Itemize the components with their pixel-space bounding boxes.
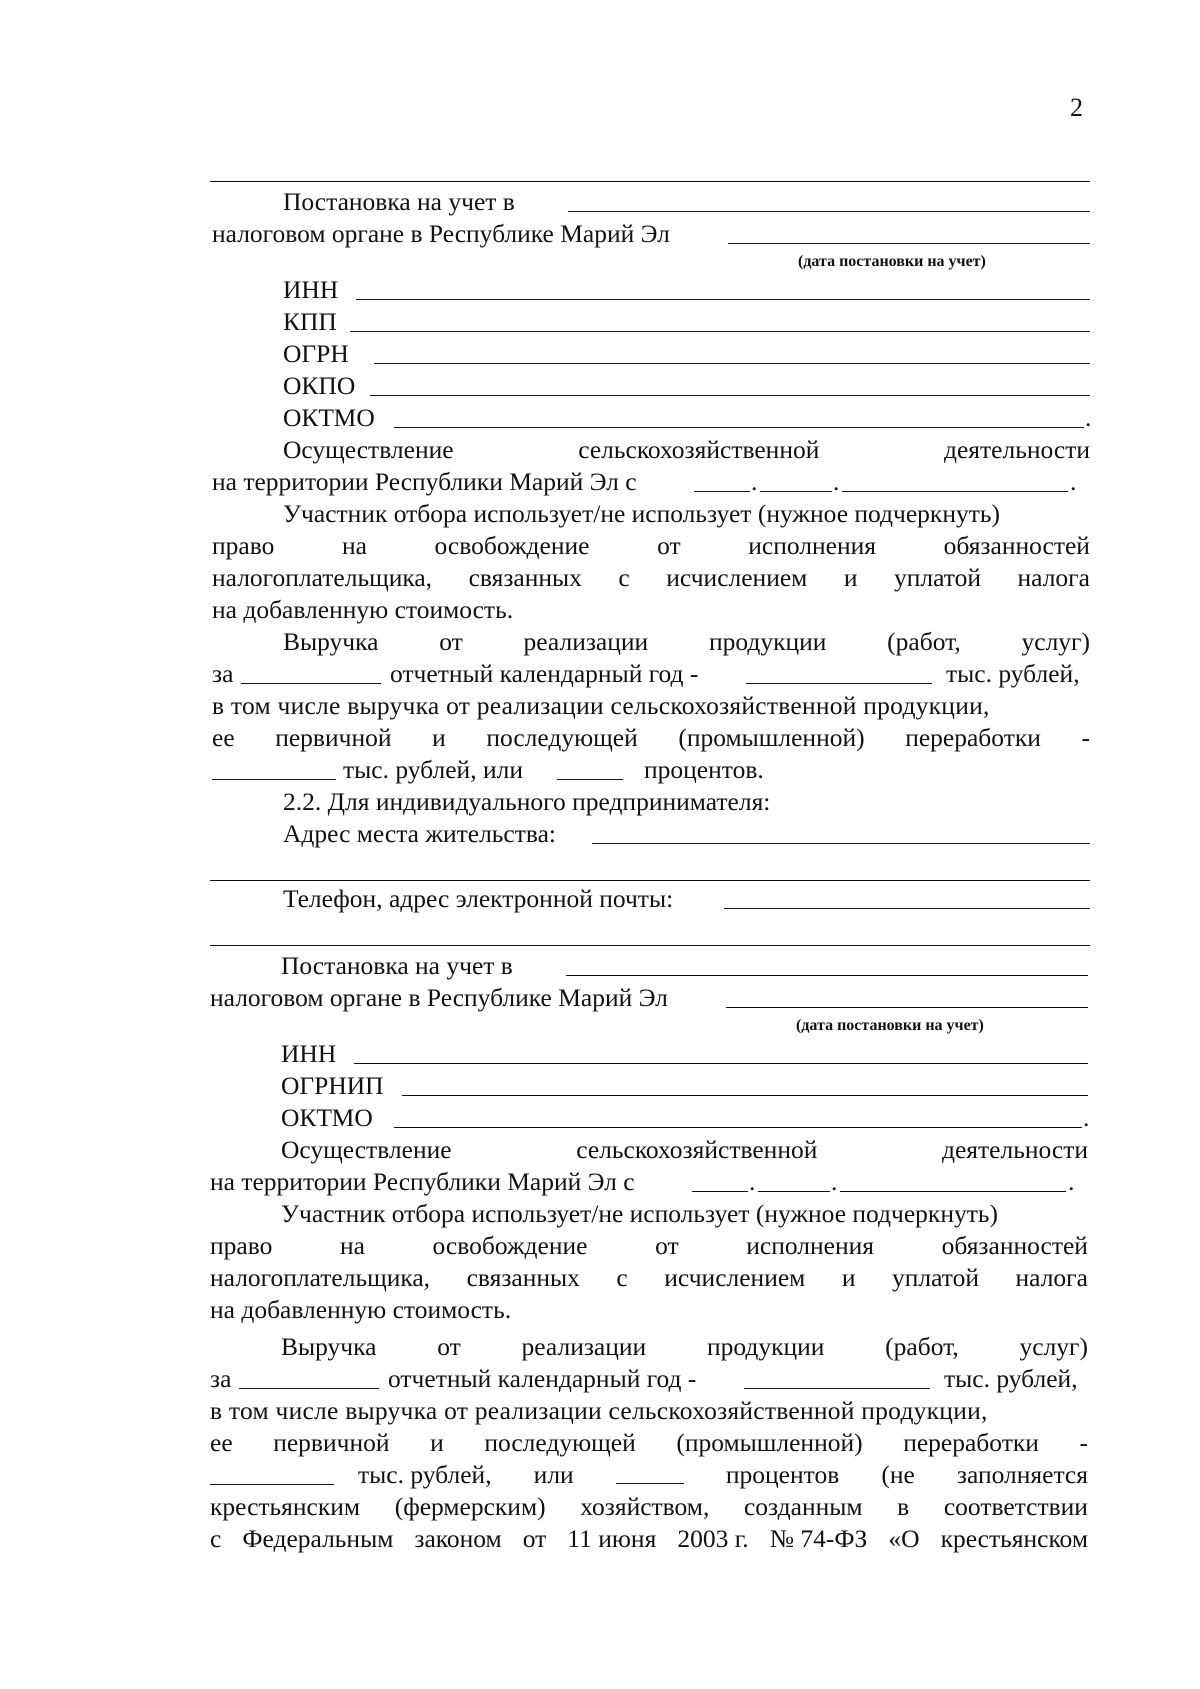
word: Выручка (283, 627, 379, 656)
revenue-line-4 (210, 1427, 1088, 1459)
revenue-line-5-percent: процентов. (644, 755, 764, 784)
period: . (1083, 1103, 1090, 1132)
inn-label: ИНН (283, 275, 339, 304)
word: налогоплательщика, (212, 563, 433, 592)
kpp-field[interactable] (350, 331, 1090, 332)
word: обязанностей (943, 531, 1090, 560)
ogrnip-label: ОГРНИП (281, 1071, 384, 1100)
revenue-line-6 (210, 1491, 1088, 1523)
revenue-amount-field[interactable] (746, 683, 932, 684)
word: (работ, (887, 627, 961, 656)
word: освобождение (434, 531, 590, 560)
word: и (430, 1428, 444, 1457)
okpo-label: ОКПО (283, 371, 356, 400)
oktmo-field[interactable] (394, 1127, 1082, 1128)
word: в (897, 1492, 910, 1521)
vat-line-3 (210, 1262, 1088, 1294)
activity-month-field[interactable] (760, 491, 832, 492)
word: крестьянском (940, 1524, 1088, 1553)
word: исполнения (746, 1231, 874, 1260)
activity-day-field[interactable] (692, 1191, 748, 1192)
ogrnip-field[interactable] (402, 1095, 1088, 1096)
word: услуг) (1021, 627, 1090, 656)
word: от (522, 1524, 547, 1553)
revenue-za: за (210, 1364, 232, 1393)
registration-date-field[interactable] (726, 1007, 1088, 1008)
word: первичной (275, 723, 392, 752)
word: освобождение (432, 1231, 588, 1260)
word: «О (888, 1524, 920, 1553)
registration-label-2: налоговом органе в Республике Марий Эл (210, 983, 668, 1012)
period: . (1070, 467, 1077, 496)
registration-date-caption: (дата постановки на учет) (798, 253, 986, 270)
revenue-line-3: в том числе выручка от реализации сельскохозяйственной продукции, (210, 1396, 988, 1425)
vat-line-1: Участник отбора использует/не использует (нужное подчеркнуть) (281, 1199, 998, 1228)
word: от (655, 1231, 679, 1260)
registration-label: Постановка на учет в (281, 951, 513, 980)
word: реализации (521, 1332, 647, 1361)
word: первичной (273, 1428, 390, 1457)
word: ее (212, 723, 235, 752)
word: исполнения (748, 531, 876, 560)
word: (промышленной) (676, 1428, 863, 1457)
vat-line-2 (212, 530, 1090, 562)
revenue-year-field[interactable] (241, 683, 381, 684)
inn-field[interactable] (356, 299, 1090, 300)
section-heading: 2.2. Для индивидуального предпринимателя: (283, 787, 771, 816)
vat-line-3 (212, 562, 1090, 594)
word: процентов (725, 1460, 840, 1489)
word: от (439, 627, 463, 656)
activity-year-field[interactable] (840, 1191, 1066, 1192)
revenue-year-text: отчетный календарный год - (390, 659, 699, 688)
address-field[interactable] (592, 843, 1090, 844)
dot: . (831, 1167, 838, 1196)
word: деятельности (942, 1135, 1088, 1164)
agri-revenue-percent-field[interactable] (557, 779, 623, 780)
word: от (657, 531, 681, 560)
activity-day-field[interactable] (694, 491, 750, 492)
activity-line-2: на территории Республики Марий Эл с (210, 1167, 635, 1196)
period: . (1085, 403, 1092, 432)
word: исчислением (666, 563, 808, 592)
word: и (432, 723, 446, 752)
word: продукции (706, 1332, 825, 1361)
word: - (1081, 723, 1090, 752)
word: деятельности (944, 435, 1090, 464)
revenue-za: за (212, 659, 234, 688)
registration-authority-field[interactable] (568, 211, 1090, 212)
dot: . (749, 1167, 756, 1196)
dot: . (751, 467, 758, 496)
vat-line-2 (210, 1230, 1088, 1262)
oktmo-label: ОКТМО (283, 403, 375, 432)
page-number: 2 (1070, 93, 1083, 122)
word: соответствии (943, 1492, 1088, 1521)
revenue-unit: тыс. рублей, (944, 1364, 1078, 1393)
oktmo-label: ОКТМО (281, 1103, 373, 1132)
activity-month-field[interactable] (758, 1191, 830, 1192)
word: услуг) (1019, 1332, 1088, 1361)
word: (фермерским) (394, 1492, 546, 1521)
blank-line[interactable] (210, 181, 1090, 182)
inn-field[interactable] (354, 1063, 1088, 1064)
activity-line-1 (281, 1134, 1088, 1166)
word: продукции (708, 627, 827, 656)
address-field-continued[interactable] (210, 880, 1090, 881)
revenue-line-5 (358, 1459, 1088, 1491)
okpo-field[interactable] (370, 395, 1090, 396)
vat-line-1: Участник отбора использует/не использует (нужное подчеркнуть) (283, 499, 1000, 528)
ogrn-field[interactable] (374, 363, 1090, 364)
word: (не (881, 1460, 915, 1489)
activity-line-2: на территории Республики Марий Эл с (212, 467, 637, 496)
revenue-line-7 (210, 1523, 1088, 1555)
word: и (841, 1263, 856, 1292)
agri-revenue-amount-field[interactable] (212, 779, 336, 780)
revenue-line-3: в том числе выручка от реализации сельскохозяйственной продукции, (212, 691, 990, 720)
word: последующей (486, 723, 638, 752)
contacts-label: Телефон, адрес электронной почты: (283, 884, 674, 913)
kpp-label: КПП (283, 307, 337, 336)
word: переработки (903, 1428, 1039, 1457)
oktmo-field[interactable] (394, 427, 1084, 428)
agri-revenue-percent-field[interactable] (616, 1459, 684, 1484)
registration-date-field[interactable] (728, 243, 1090, 244)
registration-label-2: налоговом органе в Республике Марий Эл (212, 219, 670, 248)
word: переработки (905, 723, 1041, 752)
word: Федеральным (242, 1524, 394, 1553)
word: и (843, 563, 858, 592)
word: уплатой (894, 563, 981, 592)
period: . (1068, 1167, 1075, 1196)
word: с (616, 1263, 628, 1292)
word: - (1079, 1428, 1088, 1457)
word: налога (1015, 1263, 1088, 1292)
word: Осуществление (281, 1135, 452, 1164)
word: Выручка (281, 1332, 377, 1361)
vat-line-4: на добавленную стоимость. (212, 595, 514, 624)
word: право (212, 531, 275, 560)
word: хозяйством, (580, 1492, 710, 1521)
word: исчислением (664, 1263, 806, 1292)
word: 2003 г. (677, 1524, 749, 1553)
registration-date-caption: (дата постановки на учет) (796, 1017, 984, 1034)
revenue-line-1 (281, 1331, 1088, 1363)
dot: . (833, 467, 840, 496)
revenue-year-field[interactable] (239, 1388, 379, 1389)
word: сельскохозяйственной (578, 435, 820, 464)
word: сельскохозяйственной (576, 1135, 818, 1164)
word: связанных (466, 1263, 580, 1292)
agri-revenue-amount-field[interactable] (210, 1484, 334, 1485)
word: или (533, 1460, 574, 1489)
ogrn-label: ОГРН (283, 339, 349, 368)
revenue-year-text: отчетный календарный год - (388, 1364, 697, 1393)
word: № 74-ФЗ (769, 1524, 868, 1553)
activity-year-field[interactable] (842, 491, 1068, 492)
word: законом (414, 1524, 502, 1553)
word: налога (1017, 563, 1090, 592)
vat-line-4: на добавленную стоимость. (210, 1295, 512, 1324)
revenue-line-1 (283, 626, 1090, 658)
activity-line-1 (283, 434, 1090, 466)
word: последующей (484, 1428, 636, 1457)
address-label: Адрес места жительства: (283, 819, 556, 848)
contacts-field-continued[interactable] (210, 945, 1090, 946)
word: реализации (523, 627, 649, 656)
word: связанных (468, 563, 582, 592)
word: (промышленной) (678, 723, 865, 752)
word: право (210, 1231, 273, 1260)
word: тыс. рублей, (358, 1460, 492, 1489)
revenue-line-4 (212, 722, 1090, 754)
word: с (618, 563, 630, 592)
word: ее (210, 1428, 233, 1457)
word: заполняется (956, 1460, 1088, 1489)
word: (работ, (885, 1332, 959, 1361)
inn-label: ИНН (281, 1039, 337, 1068)
word: крестьянским (210, 1492, 361, 1521)
revenue-unit: тыс. рублей, (946, 659, 1080, 688)
word: от (437, 1332, 461, 1361)
registration-label: Постановка на учет в (283, 187, 515, 216)
word: налогоплательщика, (210, 1263, 431, 1292)
word: обязанностей (941, 1231, 1088, 1260)
word: на (341, 531, 367, 560)
word: Осуществление (283, 435, 454, 464)
word: уплатой (892, 1263, 979, 1292)
contacts-field[interactable] (724, 908, 1090, 909)
revenue-line-5-text: тыс. рублей, или (343, 755, 523, 784)
word: с (210, 1524, 222, 1553)
revenue-amount-field[interactable] (744, 1388, 930, 1389)
word: на (339, 1231, 365, 1260)
word: 11 июня (567, 1524, 657, 1553)
word: созданным (743, 1492, 863, 1521)
registration-authority-field[interactable] (566, 975, 1088, 976)
